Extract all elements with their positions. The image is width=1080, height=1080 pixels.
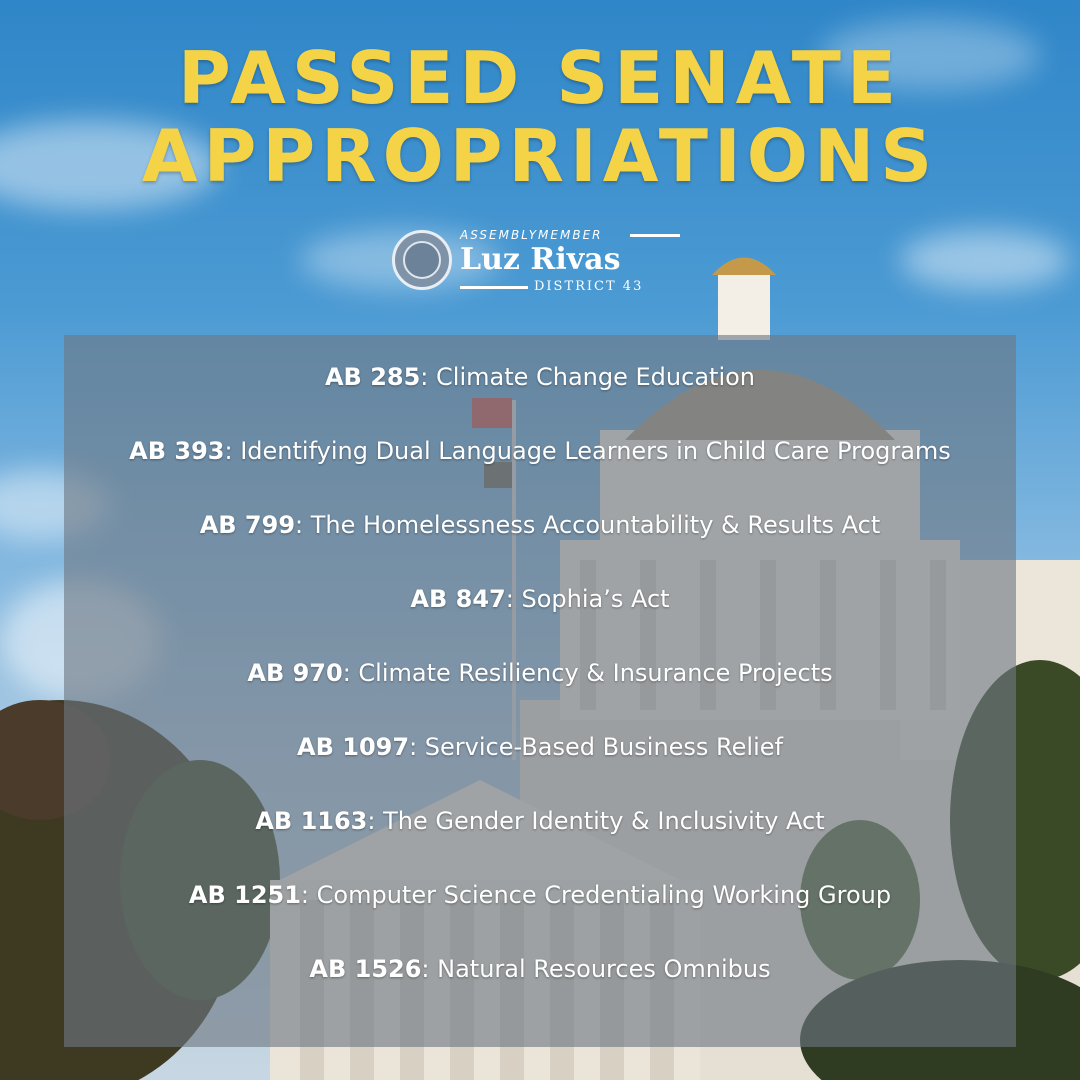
bill-separator: : [224,437,233,465]
bill-number: AB 1251 [188,881,301,909]
bill-item [64,365,1016,389]
logo-title: ASSEMBLYMEMBER [460,228,603,242]
lantern-cap [712,258,776,276]
bill-separator: : [421,955,430,983]
bill-number: AB 1097 [297,733,410,761]
logo-district: DISTRICT 43 [534,279,644,294]
bill-description: The Homelessness Accountability & Results Act [303,511,881,539]
bill-number: AB 847 [410,585,506,613]
bill-description: Climate Resiliency & Insurance Projects [350,659,833,687]
assemblymember-logo [392,228,692,296]
headline-line-2: APPROPRIATIONS [141,114,939,198]
bill-description: Natural Resources Omnibus [429,955,771,983]
bill-item [64,809,1016,833]
bill-number: AB 285 [324,363,421,391]
bill-item [64,661,1016,685]
bill-description: Service-Based Business Relief [417,733,783,761]
state-seal-icon [392,230,452,290]
headline-line-1: PASSED SENATE [177,36,903,120]
bill-number: AB 970 [247,659,343,687]
bill-item [64,587,1016,611]
bill-separator: : [367,807,376,835]
bill-description: Identifying Dual Language Learners in Child Care Programs [232,437,951,465]
bill-separator: : [342,659,351,687]
logo-name: Luz Rivas [460,242,621,277]
bill-number: AB 393 [129,437,225,465]
bill-separator: : [409,733,418,761]
bill-separator: : [295,511,304,539]
bill-description: The Gender Identity & Inclusivity Act [375,807,825,835]
bill-list-panel [64,335,1016,1047]
bill-item [64,735,1016,759]
bill-item [64,439,1016,463]
capitol-lantern [718,270,770,340]
logo-rule [630,234,680,237]
bill-separator: : [300,881,310,909]
logo-rule [460,286,528,289]
bill-separator: : [420,363,429,391]
bill-separator: : [505,585,514,613]
bill-number: AB 799 [199,511,296,539]
bill-item [64,957,1016,981]
bill-description: Sophia’s Act [513,585,670,613]
bill-description: Climate Change Education [428,363,756,391]
bill-number: AB 1526 [309,955,422,983]
bill-item [64,513,1016,537]
bill-item [64,883,1016,907]
bill-description: Computer Science Credentialing Working Group [309,881,892,909]
bill-number: AB 1163 [255,807,368,835]
